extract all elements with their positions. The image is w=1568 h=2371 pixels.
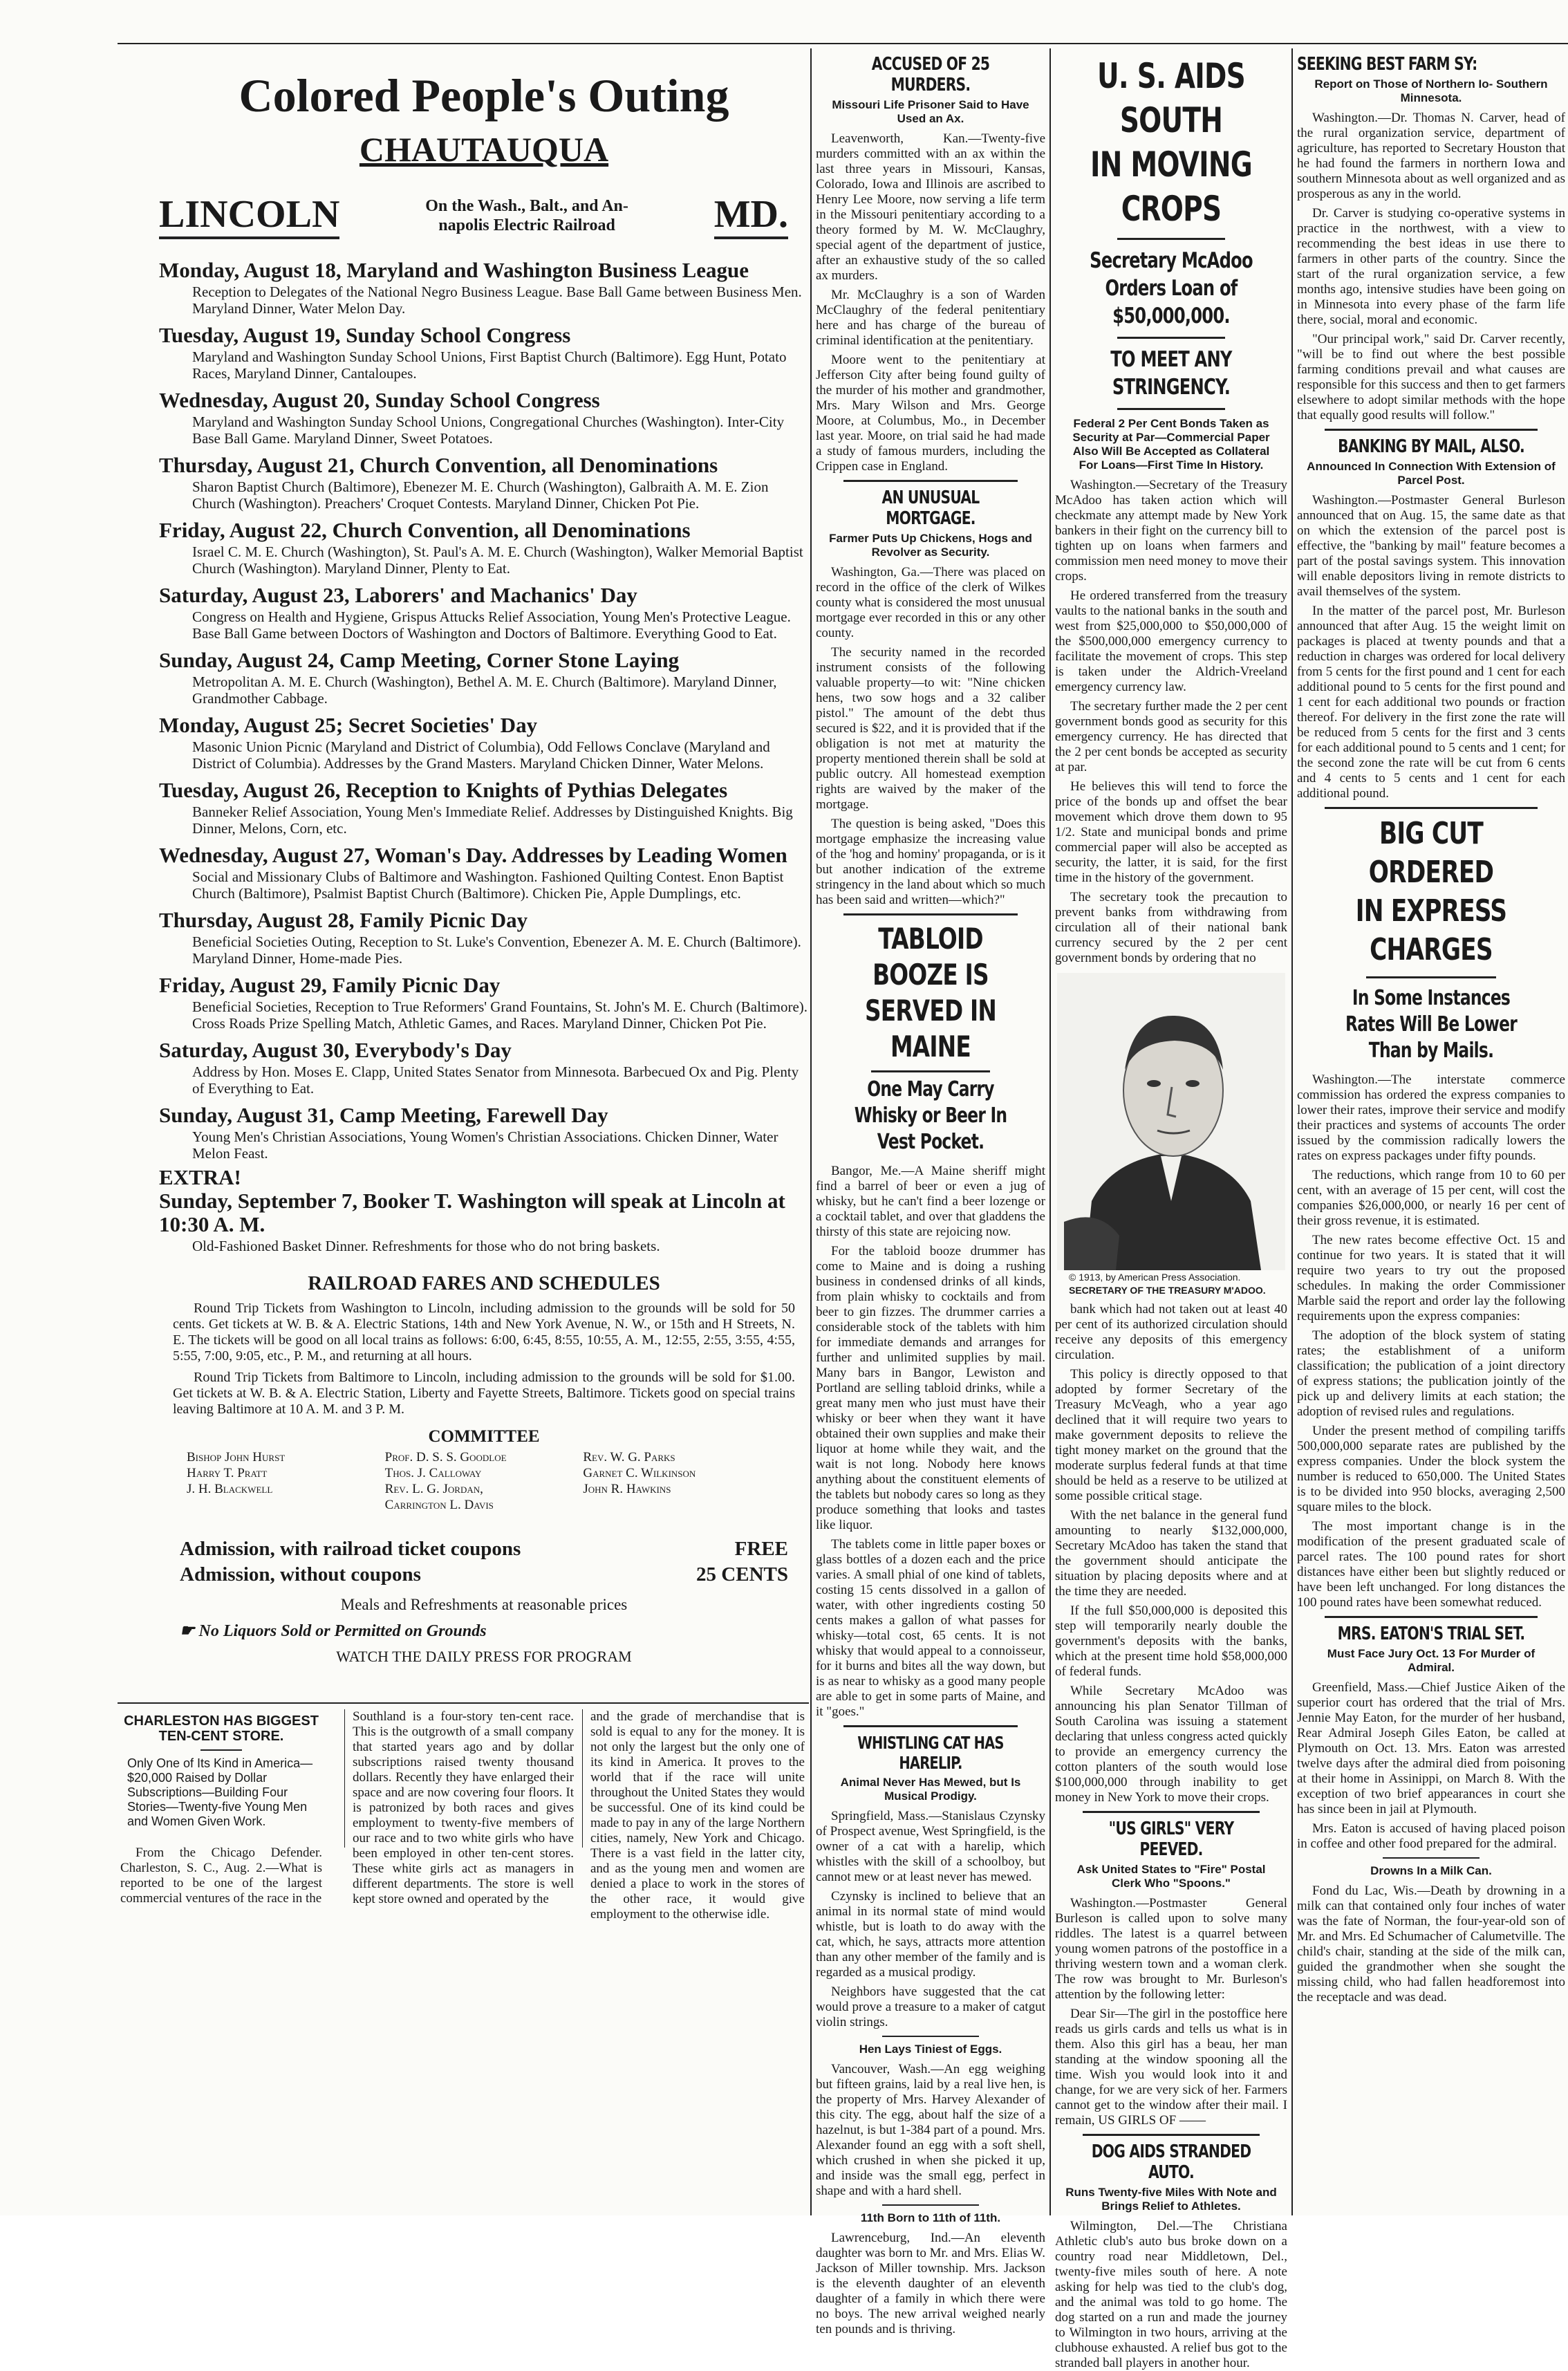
ad-day-detail: Sharon Baptist Church (Baltimore), Ebenezer M. E. Church (Washington), Galbraith A. M. E. Zion Church (Washington). Preachers' Croquet Contests. Maryland Dinner, Chicken Pot Pie. (192, 478, 769, 512)
crops-body-2 (1055, 1302, 1287, 1805)
top-rule (118, 43, 1568, 44)
divider (1366, 976, 1496, 978)
express-body (1297, 1072, 1565, 1610)
article-paragraph: The secretary further made the 2 per cent government bonds good as security for this emergency currency. He has directed that the 2 per cent bonds be accepted as security at par. (1055, 699, 1287, 774)
article-paragraph: Czynsky is inclined to believe that an animal in its normal state of mind would whistle, but is loath to do away with the cat, which, he says, attracts more attention than any other member of the family and is regarded as a musical prodigy. (816, 1889, 1045, 1980)
divider (1325, 429, 1538, 431)
banking-subhead: Announced In Connection With Extension of Parcel Post. (1307, 460, 1556, 487)
article-paragraph: Moore went to the penitentiary at Jefferson City after being found guilty of the murder of his mother and grandmother, Mrs. Mary Wilson and Mrs. George Moore, at Columbus, Mo., in December last year. Moore, on trial said he had made a study of famous murders, including the Crippen case in England. (816, 353, 1045, 474)
article-paragraph: Mrs. Eaton is accused of having placed poison in coffee and other food prepared for the admiral. (1297, 1821, 1565, 1851)
ad-day-heading: Thursday, August 28, Family Picnic Day (159, 908, 528, 932)
booze-headline: TABLOID BOOZE IS SERVED IN MAINE (864, 922, 997, 1063)
ad-day-detail: Banneker Relief Association, Young Men's Immediate Relief. Addresses by Distinguished Knights. Big Dinner, Melons, Corn, etc. (192, 803, 793, 837)
committee-member: Thos. J. Calloway (384, 1466, 482, 1480)
article-paragraph: The security named in the recorded instrument consists of the following valuable property—to wit: "Nine chicken hens, two sow hogs and a 32 caliber pistol." The amount of the debt thus secured is $22, and it is provided that if the obligation is not met at maturity the property mentioned therein shall be sold at public outcry. All homestead exemption rights are waived by the maker of the mortgage. (816, 645, 1045, 812)
photo-caption: SECRETARY OF THE TREASURY M'ADOO. (1069, 1285, 1266, 1296)
committee-member: Rev. W. G. Parks (583, 1450, 675, 1465)
crops-headline-2: IN MOVING CROPS (1090, 145, 1252, 229)
usgirls-headline: "US GIRLS" VERY PEEVED. (1108, 1819, 1234, 1860)
divider (843, 913, 1018, 915)
committee-member: Garnet C. Wilkinson (583, 1466, 696, 1480)
article-paragraph: Wilmington, Del.—The Christiana Athletic club's auto bus broke down on a country road near Middletown, Del., twenty-five miles south of here. A note asking for help was tied to the club's dog, and the animal was told to go home. The dog started on a run and made the journey to Wilmington in two hours, arriving at the clubhouse exhausted. A relief bus got to the stranded ball players in another hour. (1055, 2219, 1287, 2370)
ad-day-heading: Monday, August 18, Maryland and Washington Business League (159, 258, 749, 282)
dog-headline: DOG AIDS STRANDED AUTO. (1091, 2141, 1251, 2183)
article-paragraph: In the matter of the parcel post, Mr. Burleson announced that after Aug. 15 the weight limit on packages is placed at twenty pounds and that a reduction in charges was ordered for local delivery from 5 cents for the first pound and 1 cent for each additional pound to 5 cents for the first pound and 1 cent for each additional two pounds or fraction thereof. For delivery in the first zone the rate will be reduced from 5 cents for the first and 3 cents for each additional pound to 5 cents and 1 cent; for the second zone the rate will be cut from 6 cents and 4 cents to 5 cents and 1 cent for each additional pound. (1297, 604, 1565, 801)
charleston-title: CHARLESTON HAS BIGGEST TEN-CENT STORE. (124, 1713, 319, 1744)
article-paragraph: For the tabloid booze drummer has come to Maine and is doing a rushing business in condensed drinks of all kinds, from plain whisky to cocktails and from beer to gin fizzes. The drummer carries a considerable stock of the tablets with him for immediate demands and arranges for further and unlimited supplies by mail. Many bars in Bangor, Lewiston and Portland are selling tabloid drinks, while a great many men who just must have their whisky or beer when they want it have obtained their own supplies and make their liquor at home while they wait, and the wait is not long. Nobody here knows anything about the constituent elements of the tablets but nobody cares so long as they produce something that looks and tastes like liquor. (816, 1244, 1045, 1532)
divider (882, 2204, 979, 2206)
ad-day-detail: Beneficial Societies, Reception to True Reformers' Grand Fountains, St. John's M. E. Church (Baltimore). Cross Roads Prize Spelling Match, Athletic Games, and Races. Maryland Dinner, Chicken Pot Pie. (192, 998, 808, 1032)
eaton-body (1297, 1680, 1565, 1852)
article-paragraph: The most important change is in the modification of the present graduated scale of parcel rates. The 100 pound rates for short distances have either been but slightly reduced or have been left unchanged. For long distances the 100 pound rates have been somewhat reduced. (1297, 1519, 1565, 1610)
farm-subhead: Report on Those of Northern Io- Southern Minnesota. (1314, 77, 1548, 104)
article-paragraph: Dr. Carver is studying co-operative systems in practice in the northwest, with a view to recommending the best ideas in use there to farmers in other parts of the country. Since the start of the rural organization service, a few months ago, intensive studies have been going on in Minnesota into every phase of the farm life there, social, moral and economic. (1297, 206, 1565, 327)
ad-day-detail: Address by Hon. Moses E. Clapp, United States Senator from Minnesota. Barbecued Ox and Pig. Plenty of Everything to Eat. (192, 1063, 799, 1097)
cat-headline: WHISTLING CAT HAS HARELIP. (857, 1733, 1004, 1773)
committee-title: COMMITTEE (428, 1427, 540, 1446)
article-paragraph: Washington.—Dr. Thomas N. Carver, head of the rural organization service, department of agriculture, has reported to Secretary Houston that he had found the farmers in northern Iowa and southern Minnesota about as well organized and as prosperous as any in the world. (1297, 111, 1565, 201)
committee-member: J. H. Blackwell (187, 1482, 273, 1496)
banking-headline: BANKING BY MAIL, ALSO. (1338, 436, 1524, 457)
ad-day-heading: Saturday, August 23, Laborers' and Machanics' Day (159, 583, 637, 607)
divider (843, 480, 1018, 482)
article-paragraph: This policy is directly opposed to that adopted by former Secretary of the Treasury McVeagh, who a year ago declined that it will require two years to make government deposits to relieve the tight money market on the ground that the moderate surplus federal funds at that time should be held as a reserve to be utilized at some possible critical stage. (1055, 1367, 1287, 1503)
committee-member (187, 1497, 385, 1513)
article-paragraph: Vancouver, Wash.—An egg weighing but fifteen grains, laid by a real live hen, is the property of Mrs. Harvey Alexander of this city. The egg, about half the size of a hazelnut, is but 1-384 part of a pound. Mrs. Alexander found an egg with a soft shell, which crushed in when she picked it up, and inside was the small egg, perfect in shape and with a hard shell. (816, 2062, 1045, 2198)
pointing-hand-icon: ☛ (180, 1622, 199, 1640)
banking-body (1297, 493, 1565, 801)
crops-deck-1: Secretary McAdoo Orders Loan of $50,000,000. (1090, 248, 1253, 328)
ad-day-heading: Sunday, August 24, Camp Meeting, Corner Stone Laying (159, 648, 680, 672)
article-paragraph: The tablets come in little paper boxes or glass bottles of a dozen each and the price varies. A small phial of one kind of tablets, costing 15 cents dissolved in a gallon of water, with other ingredients costing 50 cents makes a gallon of what passes for whisky—total cost, 65 cents. It is not whisky that would appeal to a connoisseur, for it burns and bites all the way down, but is as near to whisky as a good many people are able to get in some parts of Maine, and it "goes." (816, 1537, 1045, 1719)
murders-subhead: Missouri Life Prisoner Said to Have Used an Ax. (832, 98, 1029, 125)
article-paragraph: He ordered transferred from the treasury vaults to the national banks in the south and west from $25,000,000 to $50,000,000 of the $500,000,000 emergency currency to facilitate the movement of crops. This step is taken under the Aldrich-Vreeland emergency currency law. (1055, 588, 1287, 694)
charleston-para-2: Southland is a four-story ten-cent race. This is the outgrowth of a small company that started years ago and by dollar subscriptions raised twenty thousand dollars. Recently they have enlarged their space and are now covering four floors. It is patronized by both races and gives employment to twenty-five members of our race and to two white girls who have been employed in other ten-cent stores. These white girls act as managers in different departments. The store is well kept store owned and operated by the (353, 1709, 574, 1906)
article-paragraph: Bangor, Me.—A Maine sheriff might find a barrel of beer or even a jug of whisky, but he can't find a beer lozenge or a cocktail tablet, and over that gladdens the thirsty of this state are rejoicing now. (816, 1164, 1045, 1239)
article-paragraph: Washington.—Postmaster General Burleson announced that on Aug. 15, the same date as that on which the extension of the parcel post is effective, the "banking by mail" feature becomes a part of the postal savings system. This innovation will enable depositors living in remote districts to avail themselves of the system. (1297, 493, 1565, 599)
charleston-para-1: From the Chicago Defender. Charleston, S. C., Aug. 2.—What is reported to be one of the largest commercial ventures of the race in the (120, 1845, 322, 1906)
divider (1083, 1811, 1260, 1813)
booze-subhead: One May Carry Whisky or Beer In Vest Pocket. (854, 1077, 1007, 1154)
divider (882, 2036, 979, 2037)
ad-day-heading: Monday, August 25; Secret Societies' Day (159, 713, 538, 737)
article-paragraph: If the full $50,000,000 is deposited this step will temporarily nearly double the government's deposits with the banks, which at the present time hold $58,000,000 of federal funds. (1055, 1603, 1287, 1679)
article-paragraph: He believes this will tend to force the price of the bonds up and offset the bear movement which drove them down to 95 1/2. State and municipal bonds and prime commercial paper will also be accepted as security, the latter, it is said, for the first time in the history of the government. (1055, 779, 1287, 885)
divider (1117, 337, 1225, 339)
ad-day-heading: Thursday, August 21, Church Convention, all Denominations (159, 453, 718, 477)
committee-member: John R. Hawkins (583, 1482, 671, 1496)
watch-line: WATCH THE DAILY PRESS FOR PROGRAM (336, 1648, 632, 1665)
article-paragraph: Under the present method of compiling tariffs 500,000,000 separate rates are published by the express companies. Under the block system the number is reduced to 650,000. The United States is to be divided into 950 blocks, averaging 2,500 square miles to the block. (1297, 1424, 1565, 1514)
ad-day-detail: Reception to Delegates of the National Negro Business League. Base Ball Game between Business Men. Maryland Dinner, Water Melon Day. (192, 283, 802, 317)
eaton-headline: MRS. EATON'S TRIAL SET. (1337, 1624, 1525, 1644)
article-paragraph: The adoption of the block system of stating rates; the establishment of a uniform classification; the publication of a joint directory of express stations; the publication jointly of the pick up and delivery limits at each station; the adoption of revised rules and regulations. (1297, 1328, 1565, 1419)
fares-title: RAILROAD FARES AND SCHEDULES (308, 1272, 660, 1294)
crops-body-1 (1055, 478, 1287, 966)
divider (871, 1070, 990, 1072)
article-paragraph: Mr. McClaughry is a son of Warden McClaughry of the federal penitentiary here and has charge of the bureau of criminal identification at the penitentiary. (816, 288, 1045, 348)
cat-subhead: Animal Never Has Mewed, but Is Musical Prodigy. (840, 1776, 1021, 1803)
article-paragraph: Washington.—The interstate commerce commission has ordered the express companies to lower their rates, improve their service and modify their practices and systems of accounts The order issued by the commission radically lowers the rates on express packages under fifty pounds. (1297, 1072, 1565, 1163)
ad-railroad: On the Wash., Balt., and An-napolis Electric Railroad (425, 197, 628, 234)
usgirls-subhead: Ask United States to "Fire" Postal Clerk Who "Spoons." (1076, 1863, 1266, 1890)
ad-extra-heading: Sunday, September 7, Booker T. Washington will speak at Lincoln at 10:30 A. M. (159, 1189, 785, 1236)
mcadoo-portrait-image (1057, 973, 1285, 1270)
charleston-dash (200, 1749, 242, 1751)
ad-day-detail: Young Men's Christian Associations, Young Women's Christian Associations. Chicken Dinner, Water Melon Feast. (192, 1128, 778, 1162)
meals-line: Meals and Refreshments at reasonable prices (340, 1596, 628, 1613)
column-3 (1055, 54, 1287, 2370)
article-paragraph: Washington.—Secretary of the Treasury McAdoo has taken action which will checkmate any attempt made by New York bankers in their fight on the currency bill to tighten up on loans when farmers and commission men need money to move their crops. (1055, 478, 1287, 584)
dog-body (1055, 2219, 1287, 2371)
mortgage-body (816, 565, 1045, 908)
crops-deck-2: TO MEET ANY STRINGENCY. (1110, 347, 1232, 400)
charleston-col-2 (353, 1709, 574, 1911)
column-rule-2 (1049, 48, 1051, 2215)
egg-body (816, 2062, 1045, 2199)
ad-state: MD. (714, 192, 788, 239)
ad-day-heading: Sunday, August 31, Camp Meeting, Farewell Day (159, 1103, 608, 1127)
article-paragraph: bank which had not taken out at least 40 per cent of its authorized circulation should receive any deposits of this emergency circulation. (1055, 1302, 1287, 1362)
article-paragraph: Washington.—Postmaster General Burleson is called upon to solve many riddles. The latest is a quarrel between young women patrons of the postoffice in a thriving western town and a woman clerk. The row was brought to Mr. Burleson's attention by the following letter: (1055, 1896, 1287, 2002)
ad-day-detail: Social and Missionary Clubs of Baltimore and Washington. Fashioned Quilting Contest. Enon Baptist Church (Baltimore), Psalmist Baptist Church (Baltimore). Chicken Pie, Apple Dumplings, etc. (192, 868, 784, 902)
committee-member: Harry T. Pratt (187, 1466, 268, 1480)
admission-row-1 (180, 1538, 788, 1561)
committee-row (187, 1481, 781, 1497)
article-paragraph: Fond du Lac, Wis.—Death by drowning in a milk can that contained only four inches of water was the fate of Norman, the four-year-old son of Mr. and Mrs. Ed Schumacher of Calumetville. The child's chair, standing at the side of the milk can, guided the grandmother when she sought the missing child, who had fallen headforemost into the receptacle and was dead. (1297, 1884, 1565, 2005)
ad-days-list (159, 259, 809, 1162)
usgirls-body (1055, 1896, 1287, 2128)
article-paragraph: Neighbors have suggested that the cat would prove a treasure to a maker of catgut violin strings. (816, 1984, 1045, 2029)
article-paragraph: The question is being asked, "Does this mortgage emphasize the increasing value of the 'hog and hominy' propaganda, or is it but another indication of the extreme stringency in the land about which so much has been said and written—which?" (816, 817, 1045, 907)
mortgage-headline: AN UNUSUAL MORTGAGE. (881, 487, 980, 529)
ad-day-detail: Maryland and Washington Sunday School Unions, Congregational Churches (Washington). Inter-City Base Ball Game. Maryland Dinner, Sweet Potatoes. (192, 413, 785, 447)
committee-row (187, 1497, 781, 1513)
ad-day-detail: Congress on Health and Hygiene, Grispus Attucks Relief Association, Young Men's Protective League. Base Ball Game between Doctors of Washington and Doctors of Baltimore. Everything Good to Eat. (192, 608, 791, 642)
article-paragraph: Dear Sir—The girl in the postoffice here reads us girls cards and tells us what is in them. Also this girl has a beau, her man standing at the window spooning all the time. Wish you would look into it and change, for we are very sick of her. Farmers cannot get to the window after their mail. I remain, US GIRLS OF —— (1055, 2007, 1287, 2128)
ad-day-detail: Israel C. M. E. Church (Washington), St. Paul's A. M. E. Church (Washington), Walker Memorial Baptist Church (Washington). Maryland Dinner, Plenty to Eat. (192, 543, 803, 577)
ad-title: Colored People's Outing (239, 69, 729, 122)
ad-subtitle: CHAUTAUQUA (359, 130, 609, 169)
ad-extra-detail: Old-Fashioned Basket Dinner. Refreshments for those who do not bring baskets. (192, 1238, 660, 1254)
divider (843, 1725, 1018, 1727)
divider (1083, 2134, 1260, 2136)
eleventh-body (816, 2231, 1045, 2337)
fares-baltimore: Round Trip Tickets from Baltimore to Lincoln, including admission to the grounds will be sold for $1.00. Get tickets at W. B. & A. Electric Station, Liberty and Fayette Streets, Baltimore. Tickets good on special trains leaving Baltimore at 10 A. M. and 3 P. M. (173, 1370, 795, 1417)
express-subhead: In Some Instances Rates Will Be Lower Than by Mails. (1345, 986, 1518, 1063)
photo-credit: © 1913, by American Press Association. (1069, 1272, 1241, 1283)
mcadoo-portrait (1057, 973, 1285, 1270)
ad-location-row (159, 192, 809, 239)
admission-row-2 (180, 1563, 788, 1586)
admission-with-coupons-price: FREE (734, 1538, 788, 1560)
admission-with-coupons: Admission, with railroad ticket coupons (180, 1538, 521, 1560)
ad-day-heading: Tuesday, August 26, Reception to Knights of Pythias Delegates (159, 778, 728, 802)
charleston-rule-2 (582, 1709, 583, 1848)
committee-member (583, 1497, 781, 1513)
article-paragraph: With the net balance in the general fund amounting to nearly $132,000,000, Secretary McAdoo has taken the stand that the government should anticipate the situation by placing deposits where and at the time they are needed. (1055, 1508, 1287, 1599)
mortgage-subhead: Farmer Puts Up Chickens, Hogs and Revolver as Security. (829, 532, 1032, 559)
cat-body (816, 1809, 1045, 2030)
committee-row (187, 1449, 781, 1465)
chautauqua-ad (159, 55, 809, 1701)
ad-day-heading: Wednesday, August 27, Woman's Day. Addresses by Leading Women (159, 843, 787, 867)
express-headline-1: BIG CUT ORDERED (1368, 816, 1494, 890)
article-paragraph: "Our principal work," said Dr. Carver recently, "will be to find out where the best possible farming conditions prevail and what causes are responsible for this success and then to get farmers elsewhere to adopt similar methods with the hope that equally good results will follow." (1297, 332, 1565, 422)
column-rule-1 (810, 48, 812, 2215)
ad-day-heading: Wednesday, August 20, Sunday School Congress (159, 388, 600, 412)
divider (1325, 1616, 1538, 1618)
ad-day-detail: Maryland and Washington Sunday School Unions, First Baptist Church (Baltimore). Egg Hunt, Potato Races, Maryland Dinner, Cantaloupes. (192, 348, 787, 382)
murders-headline: ACCUSED OF 25 MURDERS. (871, 54, 990, 95)
farm-body (1297, 111, 1565, 423)
column-2 (816, 54, 1045, 2336)
committee-member: Bishop John Hurst (187, 1450, 286, 1465)
booze-body (816, 1164, 1045, 1720)
milkcan-body (1297, 1884, 1565, 2005)
ad-day-heading: Saturday, August 30, Everybody's Day (159, 1038, 512, 1062)
ad-day-heading: Friday, August 22, Church Convention, all Denominations (159, 518, 691, 542)
milkcan-headline: Drowns In a Milk Can. (1370, 1864, 1492, 1877)
egg-headline: Hen Lays Tiniest of Eggs. (859, 2043, 1002, 2056)
express-headline-2: IN EXPRESS CHARGES (1355, 893, 1507, 967)
committee-member: Rev. L. G. Jordan, (384, 1482, 483, 1496)
charleston-col-3 (590, 1709, 805, 1926)
divider (1117, 238, 1225, 240)
charleston-para-3: and the grade of merchandise that is sold is equal to any for the money. It is not only the largest but the only one of its kind in America. It proves to the world that if the race will unite throughout the United States they would be successful. One of its kind could be made to pay in any of the large Northern cities, namely, New York and Chicago. There is a vast field in the latter city, and as the young men and women are denied a place to work in the stores of the other race, it would give employment to the otherwise idle. (590, 1709, 805, 1922)
admission-without-coupons-price: 25 CENTS (696, 1563, 788, 1586)
divider (1325, 807, 1538, 809)
ad-day-detail: Masonic Union Picnic (Maryland and District of Columbia), Odd Fellows Conclave (Maryland and District of Columbia). Addresses by the Grand Masters. Maryland Chicken Dinner, Water Melons. (192, 738, 770, 772)
fares-washington: Round Trip Tickets from Washington to Lincoln, including admission to the grounds will be sold for 50 cents. Get tickets at W. B. & A. Electric Stations, 14th and New York Avenue, N. W., or 15th and H Streets, N. E. The tickets will be good on all local trains as follows: 6:00, 6:45, 8:55, 10:55, A. M., 12:55, 2:55, 3:55, 4:55, 5:55, 7:00, 9:05, etc., P. M., and returning at all hours. (173, 1301, 795, 1364)
committee-member: Carrington L. Davis (384, 1498, 494, 1512)
column-4 (1297, 54, 1565, 2211)
liquors-text: No Liquors Sold or Permitted on Grounds (198, 1622, 487, 1640)
ad-day-detail: Metropolitan A. M. E. Church (Washington), Bethel A. M. E. Church (Baltimore). Maryland Dinner, Grandmother Cabbage. (192, 673, 777, 707)
ad-day-detail: Beneficial Societies Outing, Reception to St. Luke's Convention, Ebenezer A. M. E. Church (Baltimore). Maryland Dinner, Home-made Pies. (192, 933, 801, 967)
committee-table (187, 1449, 781, 1513)
crops-deck-3: Federal 2 Per Cent Bonds Taken as Security at Par—Commercial Paper Also Will Be Accepted as Collateral For Loans—First Time In History. (1072, 417, 1270, 472)
divider (1117, 408, 1225, 410)
charleston-col-1 (118, 1713, 325, 1906)
committee-row (187, 1465, 781, 1481)
ad-extra: EXTRA! (159, 1165, 241, 1189)
murders-body (816, 131, 1045, 474)
charleston-subhead: Only One of Its Kind in America—$20,000 Raised by Dollar Subscriptions—Building Four Stories—Twenty-five Young Men and Women Given Work. (127, 1756, 313, 1828)
article-paragraph: Lawrenceburg, Ind.—An eleventh daughter was born to Mr. and Mrs. Elias W. Jackson of Miller township. Mrs. Jackson is the eleventh daughter of an eleventh daughter of a family in which there were no boys. The new arrival weighed nearly ten pounds and is thriving. (816, 2231, 1045, 2336)
divider (1383, 1857, 1480, 1859)
dog-subhead: Runs Twenty-five Miles With Note and Brings Relief to Athletes. (1065, 2186, 1277, 2213)
eleventh-headline: 11th Born to 11th of 11th. (860, 2211, 1001, 2224)
liquors-line (180, 1621, 809, 1641)
ad-day-heading: Tuesday, August 19, Sunday School Congress (159, 323, 571, 347)
admission-without-coupons: Admission, without coupons (180, 1563, 421, 1586)
article-paragraph: Leavenworth, Kan.—Twenty-five murders committed with an ax within the last three years in Missouri, Kansas, Colorado, Iowa and Illinois are ascribed to Henry Lee Moore, now serving a life term in the Missouri penitentiary according to a theory formed by M. W. McClaughry, special agent of the department of justice, after an exhaustive study of the so called ax murders. (816, 131, 1045, 283)
ad-location: LINCOLN (159, 192, 339, 239)
article-paragraph: The reductions, which range from 10 to 60 per cent, with an average of 15 per cent, will cost the companies $26,000,000, or nearly 16 per cent of their gross revenue, it is estimated. (1297, 1168, 1565, 1228)
article-paragraph: The new rates become effective Oct. 15 and continue for two years. It is stated that it will require two years to try out the proposed schedules. In making the order Commissioner Marble said the report and order lay the following requirements upon the express companies: (1297, 1233, 1565, 1323)
article-paragraph: While Secretary McAdoo was announcing his plan Senator Tillman of South Carolina was issuing a statement declaring that unless congress acted quickly to provide an emergency currency the cotton planters of the south would lose $100,000,000 through inability to get money in New York to move their crops. (1055, 1684, 1287, 1805)
article-paragraph: The secretary took the precaution to prevent banks from withdrawing from circulation all of their national bank currency secured by the 2 per cent government bonds by ordering that no (1055, 890, 1287, 965)
ad-day-heading: Friday, August 29, Family Picnic Day (159, 973, 501, 997)
column-rule-3 (1291, 48, 1293, 2215)
committee-member: Prof. D. S. S. Goodloe (384, 1450, 507, 1465)
crops-headline-1: U. S. AIDS SOUTH (1097, 56, 1245, 140)
charleston-article (118, 1704, 809, 2215)
article-paragraph: Greenfield, Mass.—Chief Justice Aiken of the superior court has ordered that the trial of Mrs. Jennie May Eaton, for the murder of her husband, Rear Admiral Joseph Giles Eaton, be called at Plymouth on Oct. 13. Mrs. Eaton was arrested twelve days after the admiral died from poisoning at their home in Assinippi, on March 8. With the exception of two brief appearances in court she has since been in jail at Plymouth. (1297, 1680, 1565, 1816)
article-paragraph: Washington, Ga.—There was placed on record in the office of the clerk of Wilkes county what is considered the most unusual mortgage ever recorded in this or any other county. (816, 565, 1045, 640)
eaton-subhead: Must Face Jury Oct. 13 For Murder of Admiral. (1327, 1647, 1536, 1674)
article-paragraph: Springfield, Mass.—Stanislaus Czynsky of Prospect avenue, West Springfield, is the owner of a cat with a harelip, which whistles with the skill of a schoolboy, but cannot mew or at least never has mewed. (816, 1809, 1045, 1884)
charleston-rule-1 (344, 1709, 345, 1848)
farm-headline: SEEKING BEST FARM SY: (1297, 54, 1477, 75)
